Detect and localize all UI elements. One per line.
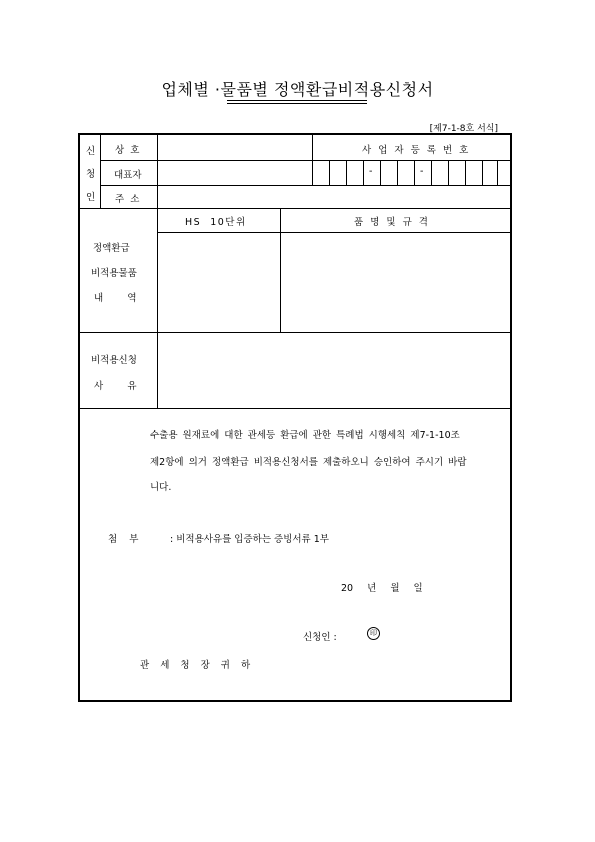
reason-label: 비적용신청 (91, 355, 137, 366)
attachment-text: : 비적용사유를 입증하는 증빙서류 1부 (170, 534, 329, 545)
attachment-label: 첨 부 (108, 534, 139, 545)
form-frame (78, 133, 512, 702)
row-divider (157, 232, 512, 233)
applicant-label-char: 청 (86, 169, 96, 180)
seal-mark: 印 (367, 627, 380, 640)
page-title: 업체별 ·물품별 정액환급비적용신청서 (161, 80, 434, 99)
business-number-separator: - (420, 166, 424, 177)
col-divider (280, 208, 281, 332)
addressee: 관 세 청 장 귀 하 (140, 660, 255, 671)
col-divider (312, 133, 313, 185)
statement-line: 수출용 원재료에 대한 관세등 환급에 관한 특례법 시행세칙 제7-1-10조 (150, 430, 460, 441)
section-divider (78, 208, 512, 209)
product-spec-header: 품 명 및 규 격 (354, 217, 430, 228)
application-date: 20 년 월 일 (341, 583, 423, 594)
row-divider (100, 160, 512, 161)
items-section-label: 정액환급 (93, 243, 130, 254)
items-section-label: 비적용물품 (91, 268, 137, 279)
hs-code-header: HS 10단위 (185, 217, 247, 228)
col-divider (100, 133, 101, 208)
items-section-label: 내 역 (94, 293, 137, 304)
applicant-label-char: 인 (86, 192, 96, 203)
reason-label: 사 유 (94, 381, 137, 392)
statement-line: 니다. (150, 482, 172, 493)
statement-line: 제2항에 의거 정액환급 비적용신청서를 제출하오니 승인하여 주시기 바랍 (150, 457, 467, 468)
business-number-separator: - (369, 166, 373, 177)
business-number-label: 사 업 자 등 록 번 호 (362, 145, 471, 156)
row-divider (100, 185, 512, 186)
form-number: [제7-1-8호 서식] (429, 124, 498, 134)
applicant-label-char: 신 (86, 146, 96, 157)
title-underline (227, 100, 367, 101)
company-label: 상 호 (115, 145, 140, 156)
section-divider (78, 332, 512, 333)
title-underline (227, 103, 367, 104)
representative-label: 대표자 (114, 170, 142, 181)
section-divider (78, 408, 512, 409)
col-divider (157, 133, 158, 408)
address-label: 주 소 (115, 194, 140, 205)
applicant-signature-label: 신청인 : (303, 632, 337, 643)
